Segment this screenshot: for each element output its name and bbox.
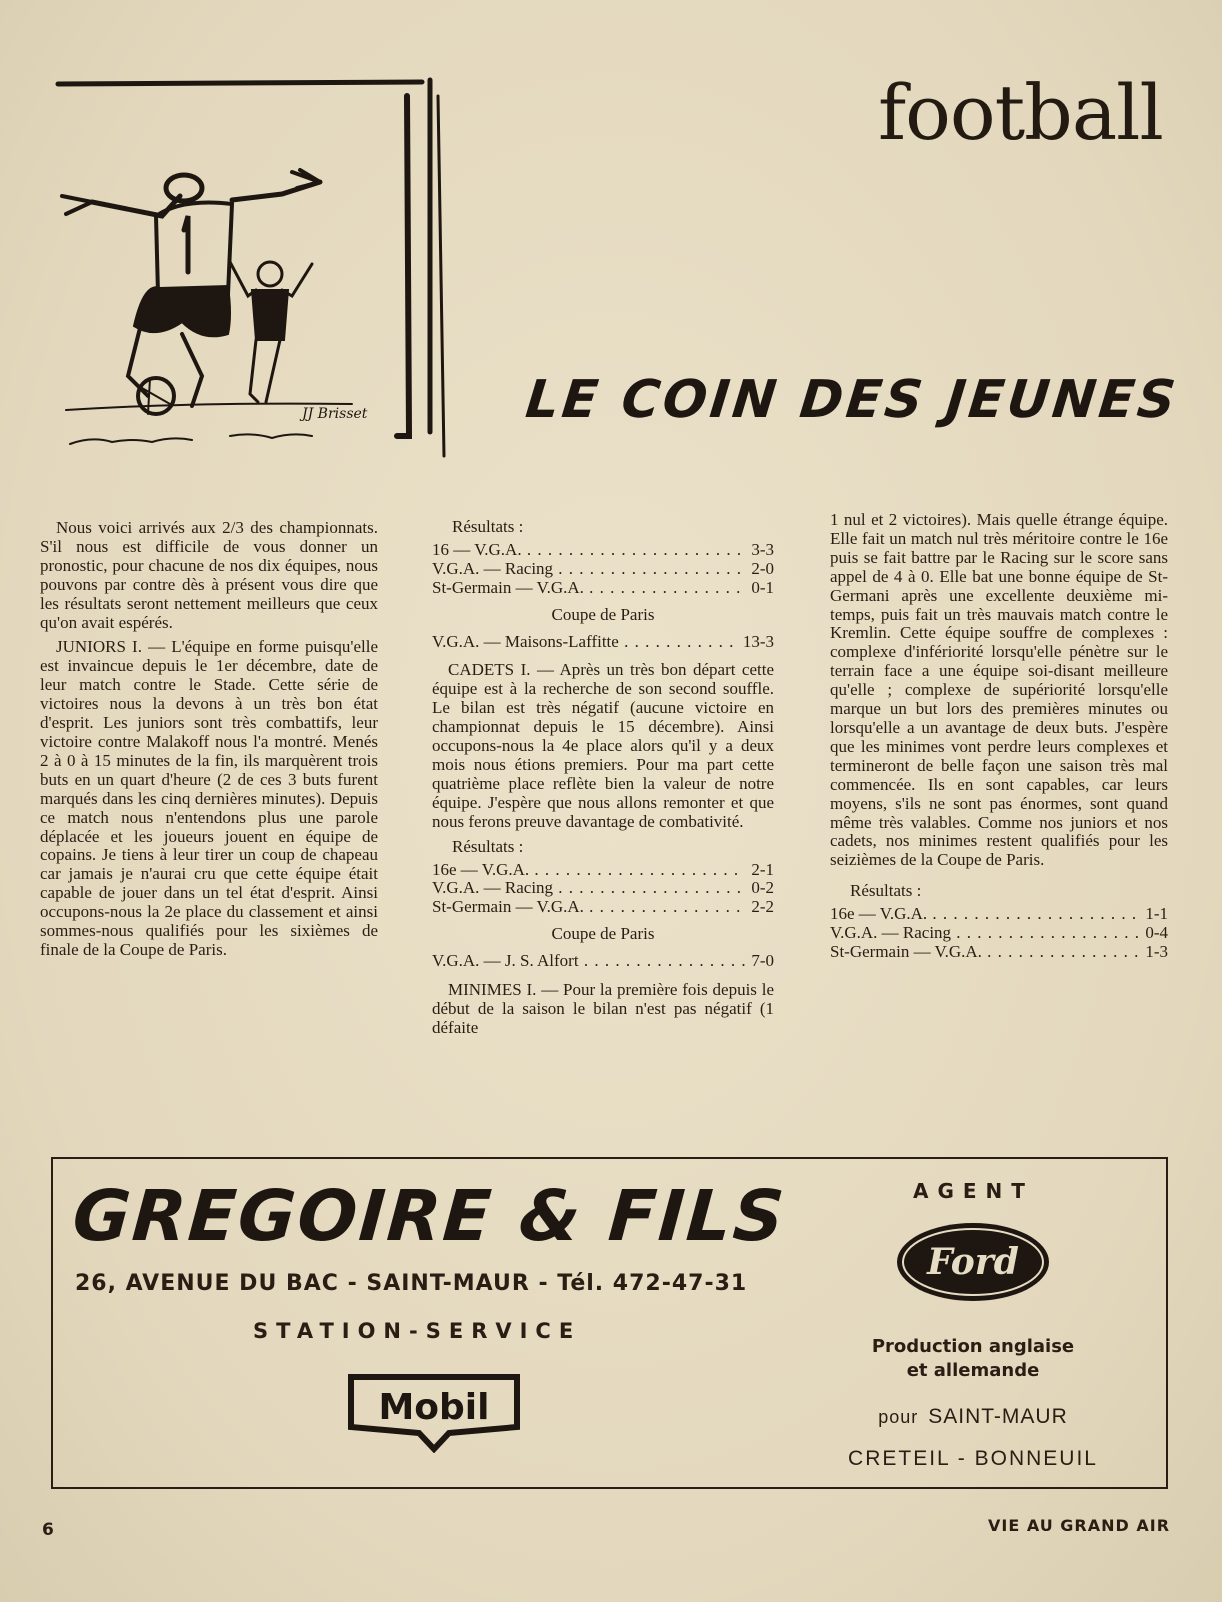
result-row: V.G.A. — Racing . . . 0-2 <box>432 879 774 898</box>
station-service-label: STATION-SERVICE <box>253 1319 582 1343</box>
advertisement-box <box>51 1157 1168 1489</box>
article-column-1 <box>40 519 378 966</box>
production-text: Production anglaise et allemande <box>871 1336 1075 1381</box>
intro-paragraph: Nous voici arrivés aux 2/3 des championnats. S'il nous est difficile de vous donner un pronostic, pour chacune de nos dix équipes, nous pouvons par contre dès à présent vous dire que les résultats seront nettement meilleurs que ceux qu'on avait espérés. <box>40 518 378 632</box>
result-row: St-Germain — V.G.A. . . . 1-3 <box>830 943 1168 962</box>
result-row: St-Germain — V.G.A. . . . 2-2 <box>432 898 774 917</box>
result-row: St-Germain — V.G.A. . . . 0-1 <box>432 579 774 598</box>
illustration-signature: JJ Brisset <box>302 406 368 422</box>
result-row: 16e — V.G.A. . . . 1-1 <box>830 905 1168 924</box>
article-column-2 <box>432 514 774 1044</box>
mobil-logo <box>345 1373 523 1453</box>
cities-line: CRETEIL - BONNEUIL <box>848 1447 1098 1470</box>
result-row: 16 — V.G.A. . . . 3-3 <box>432 541 774 560</box>
results-label: Résultats : <box>850 881 922 901</box>
advertiser-name: GREGOIRE & FILS <box>70 1175 789 1257</box>
headline: LE COIN DES JEUNES <box>522 370 1182 430</box>
ford-logo <box>893 1219 1053 1305</box>
goalkeeper-illustration <box>52 76 452 471</box>
svg-text:Mobil: Mobil <box>378 1387 490 1428</box>
result-row: V.G.A. — Maisons-Laffitte . . . 13-3 <box>432 633 774 652</box>
agent-label: AGENT <box>913 1179 1034 1203</box>
result-row: V.G.A. — J. S. Alfort . . . 7-0 <box>432 952 774 971</box>
result-row: V.G.A. — Racing . . . 2-0 <box>432 560 774 579</box>
cadets-paragraph: CADETS I. — Après un très bon départ cette équipe est à la recherche de son second souffle. Le bilan est très négatif (aucune victoire en championnat depuis le 15 décembre). Ainsi occupons-nous la 4e place alors qu'il y a deux mois nous étions premiers. Pour ma part cette quatrième place reflète bien la valeur de notre équipe. J'espère que nous allons remonter et que nous ferons preuve davantage de combativité. <box>432 660 774 831</box>
minimes-continued-paragraph: 1 nul et 2 victoires). Mais quelle étrange équipe. Elle fait un match nul très méritoire contre le 16e puis se fait battre par le Racing sur le score sans appel de 4 à 0. Elle bat une bonne équipe de St-Germani après une excellente deuxième mi-temps, puis fait un très mauvais match contre le Kremlin. Cette équipe souffre de complexes : complexe d'infériorité lorsqu'elle pénètre sur le terrain face a une équipe soi-disant meilleure qu'elle ; complexe de supériorité lorsqu'elle marque un but lors des premières minutes ou lorsqu'elle a un avantage de deux buts. J'espère que les minimes vont perdre leurs complexes et termineront de belle façon une saison très mal commencée. Ils en sont capables, car leurs moyens, s'ils ne sont pas énormes, sont quand même très valables. Comme nos juniors et nos cadets, nos minimes restent qualifiés pour les seizièmes de la Coupe de Paris. <box>830 510 1168 870</box>
page-number: 6 <box>42 1520 54 1540</box>
result-row: 16e — V.G.A. . . . 2-1 <box>432 861 774 880</box>
result-row: V.G.A. — Racing . . . 0-4 <box>830 924 1168 943</box>
minimes-paragraph: MINIMES I. — Pour la première fois depuis le début de la saison le bilan n'est pas négatif (1 défaite <box>432 980 774 1037</box>
magazine-name: VIE AU GRAND AIR <box>988 1516 1171 1535</box>
juniors-paragraph: JUNIORS I. — L'équipe en forme puisqu'elle est invaincue depuis le 1er décembre, date de leur match contre le Stade. Cette série de victoires nous la devons à un très bon état d'esprit. Les juniors sont très combattifs, leur victoire contre Malakoff nous l'a montré. Menés 2 à 0 à 15 minutes de la fin, ils marquèrent trois buts en un quart d'heure (2 de ces 3 buts furent marqués dans les cinq dernières minutes). Depuis ce match nous n'entendons plus une parole déplacée et les joueurs jouent en équipe de copains. Je tiens à leur tirer un coup de chapeau car jamais je n'aurai cru que cette équipe était capable de jouer dans un tel état d'esprit. Ainsi occupons-nous la 2e place du classement et ainsi sommes-nous qualifiés pour les sixièmes de finale de la Coupe de Paris. <box>40 637 378 959</box>
article-column-3 <box>830 511 1168 962</box>
advertiser-address: 26, AVENUE DU BAC - SAINT-MAUR - Tél. 472-47-31 <box>75 1271 748 1296</box>
results-label: Résultats : <box>452 517 524 536</box>
pour-city: pour SAINT-MAUR <box>878 1405 1068 1428</box>
coupe-label: Coupe de Paris <box>551 604 655 624</box>
coupe-label: Coupe de Paris <box>551 924 655 944</box>
svg-text:Ford: Ford <box>927 1241 1019 1283</box>
results-label: Résultats : <box>452 836 524 856</box>
section-title: football <box>878 68 1163 157</box>
